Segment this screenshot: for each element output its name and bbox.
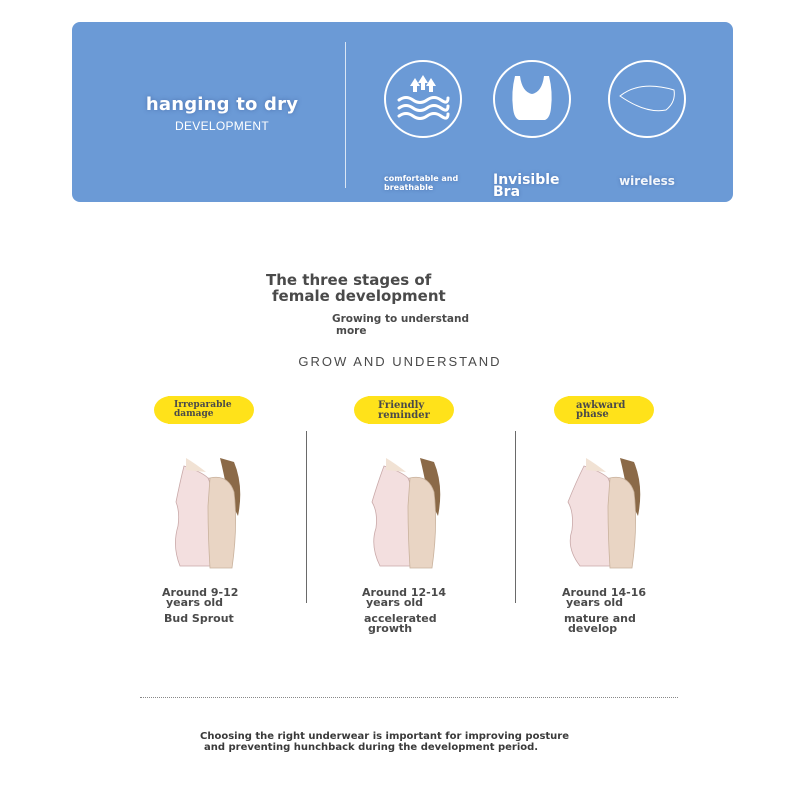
- stage-age: [162, 588, 302, 608]
- sub-headline: [332, 313, 512, 337]
- footer-note-line2: and preventing hunchback during the development period.: [204, 742, 539, 753]
- feature-label: wireless: [619, 174, 675, 188]
- feature-invisible-bra: [477, 60, 587, 198]
- feature-label-line1: Invisible: [493, 172, 560, 188]
- stage-age-line1: Around 14-16: [562, 586, 647, 599]
- stage-card: [550, 396, 700, 635]
- chest-profile-figure: [562, 456, 652, 576]
- feature-circle: [384, 60, 462, 138]
- stage-tag-line2: reminder: [378, 410, 430, 421]
- stage-tag-line2: damage: [174, 409, 214, 419]
- stage-age-line2: years old: [566, 596, 624, 609]
- stage-tag-line2: phase: [576, 409, 609, 420]
- feature-label: comfortable and breathable: [384, 174, 459, 192]
- banner-title-block: [122, 94, 322, 133]
- stage-card: [150, 396, 300, 625]
- stage-divider: [306, 431, 307, 603]
- sub-headline-line1: Growing to understand: [332, 313, 469, 325]
- wireless-cup-icon: [610, 62, 684, 136]
- chest-profile-figure: [362, 456, 452, 576]
- stage-name-line1: accelerated: [364, 612, 437, 625]
- feature-breathable: [368, 60, 478, 192]
- stage-age-line2: years old: [166, 596, 224, 609]
- stage-name-line2: develop: [568, 622, 618, 635]
- stage-tag: [154, 396, 254, 424]
- stage-tag-line1: Friendly: [378, 400, 425, 411]
- stage-age-line1: Around 12-14: [362, 586, 447, 599]
- stage-name: [164, 614, 304, 624]
- chest-profile-figure: [162, 456, 252, 576]
- stage-tag: [354, 396, 454, 424]
- breathable-waves-icon: [386, 62, 460, 136]
- banner-divider: [345, 42, 346, 188]
- feature-label-line2: Bra: [493, 184, 521, 200]
- bra-icon: [495, 62, 569, 136]
- stage-name-line1: mature and: [564, 612, 636, 625]
- feature-circle: [493, 60, 571, 138]
- stage-name-line2: growth: [368, 622, 413, 635]
- stage-divider: [515, 431, 516, 603]
- stage-name: [564, 614, 704, 634]
- page-title: [266, 272, 546, 304]
- stage-age: [362, 588, 502, 608]
- feature-circle: [608, 60, 686, 138]
- footer-divider: [140, 697, 678, 698]
- page-title-line1: The three stages of: [266, 271, 432, 289]
- stage-name-line1: Bud Sprout: [164, 612, 234, 625]
- section-heading: GROW AND UNDERSTAND: [298, 354, 502, 369]
- stage-name: [364, 614, 504, 634]
- stage-age: [562, 588, 702, 608]
- stage-tag-line1: awkward: [576, 400, 626, 411]
- feature-wireless: [592, 60, 702, 188]
- stage-card: [350, 396, 500, 635]
- feature-banner: [72, 22, 733, 202]
- stage-tag: [554, 396, 654, 424]
- footer-note-line1: Choosing the right underwear is important for improving posture: [200, 731, 570, 742]
- page-title-line2: female development: [272, 287, 446, 305]
- sub-headline-line2: more: [336, 325, 367, 337]
- stage-age-line2: years old: [366, 596, 424, 609]
- footer-note: [200, 731, 620, 753]
- banner-subtitle: DEVELOPMENT: [175, 119, 269, 133]
- stage-tag-line1: Irreparable: [174, 400, 232, 410]
- banner-title: hanging to dry: [145, 94, 299, 115]
- stage-age-line1: Around 9-12: [162, 586, 239, 599]
